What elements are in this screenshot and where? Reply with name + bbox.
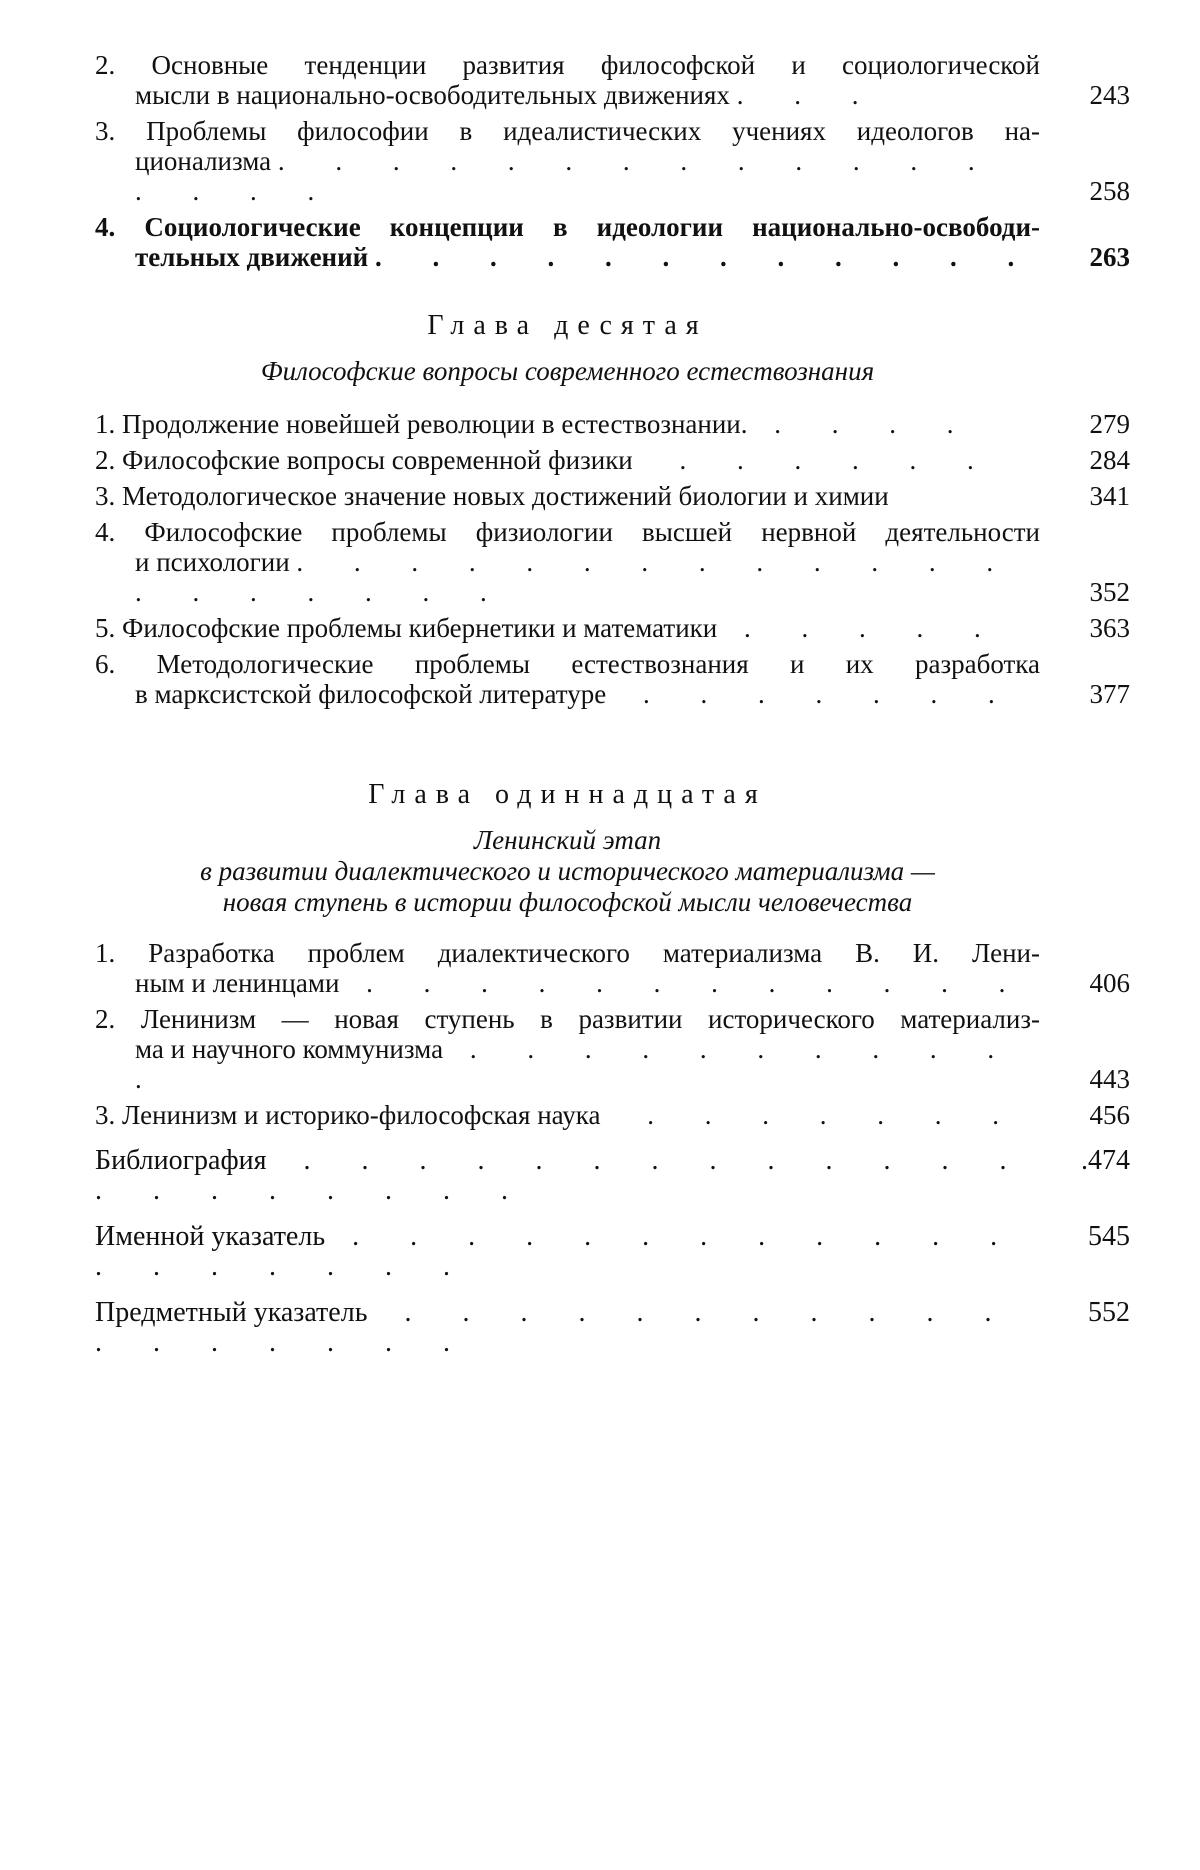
page-number: 258 [1089, 176, 1130, 206]
entry-title-line1: Основные тенденции развития философской и социологической [151, 50, 1040, 80]
toc-entry [95, 517, 1130, 607]
page-number: .474 [1081, 1145, 1130, 1176]
entry-number: 4. [95, 212, 116, 242]
toc-entry [95, 481, 1130, 511]
page-number: 243 [1089, 80, 1130, 110]
leader-dots: . . . . . . . . . . . . [366, 968, 1028, 998]
entry-title-line2: в марксистской философской литературе [135, 679, 607, 709]
backmatter-title: Предметный указатель [95, 1297, 368, 1328]
leader-dots: . . . . . [744, 613, 1003, 643]
leader-dots: . . . . . . . [642, 679, 1017, 709]
toc-entry [95, 938, 1130, 998]
entry-title: Философские вопросы современной физики [122, 445, 633, 475]
chapter-subtitle-line3: новая ступень в истории философской мысли человечества [222, 887, 913, 917]
chapter-heading: Глава десятая [427, 310, 708, 341]
entry-title-line2: мысли в национально-освободительных движениях [135, 80, 730, 110]
entry-number: 1. [95, 938, 116, 968]
toc-entry [95, 445, 1130, 475]
page-number: 279 [1089, 409, 1130, 439]
chapter-subtitle-line1: Ленинский этап [473, 825, 662, 855]
toc-entry [95, 409, 1130, 439]
leader-dots: . . . . . . [679, 445, 996, 475]
entry-title-line1: Разработка проблем диалектического материализма В. И. Лени- [148, 938, 1040, 968]
toc-backmatter-entry [95, 1222, 1130, 1282]
toc-entry [95, 649, 1130, 709]
toc-entry [95, 50, 1130, 110]
entry-title-line1: Философские проблемы физиологии высшей нервной деятельности [144, 517, 1041, 547]
page-number: 456 [1089, 1100, 1130, 1130]
toc-backmatter-entry [95, 1298, 1130, 1358]
page-number: 545 [1088, 1221, 1130, 1252]
entry-title-line2: ма и научного коммунизма [135, 1034, 444, 1064]
entry-title-line1: Социологические концепции в идеологии национально-освободи- [144, 212, 1040, 242]
entry-number: 3. [95, 481, 116, 511]
entry-number: 6. [95, 649, 116, 679]
entry-title-line2: и психологии [135, 547, 290, 577]
entry-title-line2: ционализма [135, 146, 272, 176]
leader-dots: . . . . . . . . . . . . . . . . . [135, 146, 997, 206]
leader-dots: . . . . . . . . . . . . [374, 242, 1037, 272]
toc-entry [95, 116, 1130, 206]
leader-dots: . . . [736, 80, 881, 110]
page-number: 284 [1089, 445, 1130, 475]
entry-title-line2: ным и ленинцами [135, 968, 340, 998]
backmatter-title: Именной указатель [95, 1221, 326, 1252]
page-number: 341 [1089, 481, 1130, 511]
toc-backmatter-entry [95, 1146, 1130, 1206]
entry-number: 1. [95, 409, 116, 439]
chapter-heading: Глава одиннадцатая [368, 779, 767, 810]
entry-title-line1: Методологические проблемы естествознания и их разработка [156, 649, 1040, 679]
chapter-subtitle-line2: в развитии диалектического и исторического материализма — [200, 856, 935, 886]
table-of-contents [95, 50, 1130, 1358]
page-number: 377 [1089, 679, 1130, 709]
entry-number: 3. [95, 116, 116, 146]
entry-number: 2. [95, 1004, 116, 1034]
leader-dots: . . . . [774, 409, 976, 439]
page-number: 363 [1089, 613, 1130, 643]
page-number: 406 [1089, 968, 1130, 998]
toc-entry [95, 1100, 1130, 1130]
entry-title-line1: Ленинизм — новая ступень в развитии исторического материализ- [140, 1004, 1041, 1034]
leader-dots: . . . . . . . . . . . . . . . . . . [95, 1297, 1014, 1358]
entry-title-line1: Проблемы философии в идеалистических учениях идеологов на- [146, 116, 1040, 146]
entry-number: 4. [95, 517, 116, 547]
toc-entry [95, 613, 1130, 643]
leader-dots: . . . . . . . . . . . . . . . . . . . . [135, 547, 1016, 607]
page-number: 263 [1089, 242, 1130, 272]
entry-number: 2. [95, 50, 116, 80]
entry-number: 5. [95, 613, 116, 643]
page-number: 552 [1088, 1297, 1130, 1328]
leader-dots: . . . . . . . . . . . [135, 1034, 1017, 1094]
leader-dots: . . . . . . . [647, 1100, 1021, 1130]
page-number: 443 [1089, 1064, 1130, 1094]
entry-title: Методологическое значение новых достижений биологии и химии [122, 481, 889, 511]
toc-entry [95, 212, 1130, 272]
entry-title: Философские проблемы кибернетики и математики [122, 613, 718, 643]
leader-dots: . . . . . . . . . . . . . . . . . . . . . [95, 1145, 1029, 1206]
leader-dots: . . . . . . . . . . . . . . . . . . . [95, 1221, 1020, 1282]
chapter-subtitle [95, 825, 1130, 918]
page-number: 352 [1089, 577, 1130, 607]
entry-title-line2: тельных движений [135, 242, 369, 272]
entry-title: Ленинизм и историко-философская наука [122, 1100, 601, 1130]
entry-number: 2. [95, 445, 116, 475]
toc-entry [95, 1004, 1130, 1094]
chapter-subtitle: Философские вопросы современного естествознания [260, 356, 875, 386]
backmatter-title: Библиография [95, 1145, 267, 1176]
entry-number: 3. [95, 1100, 116, 1130]
entry-title: Продолжение новейшей революции в естествознании. [122, 409, 748, 439]
